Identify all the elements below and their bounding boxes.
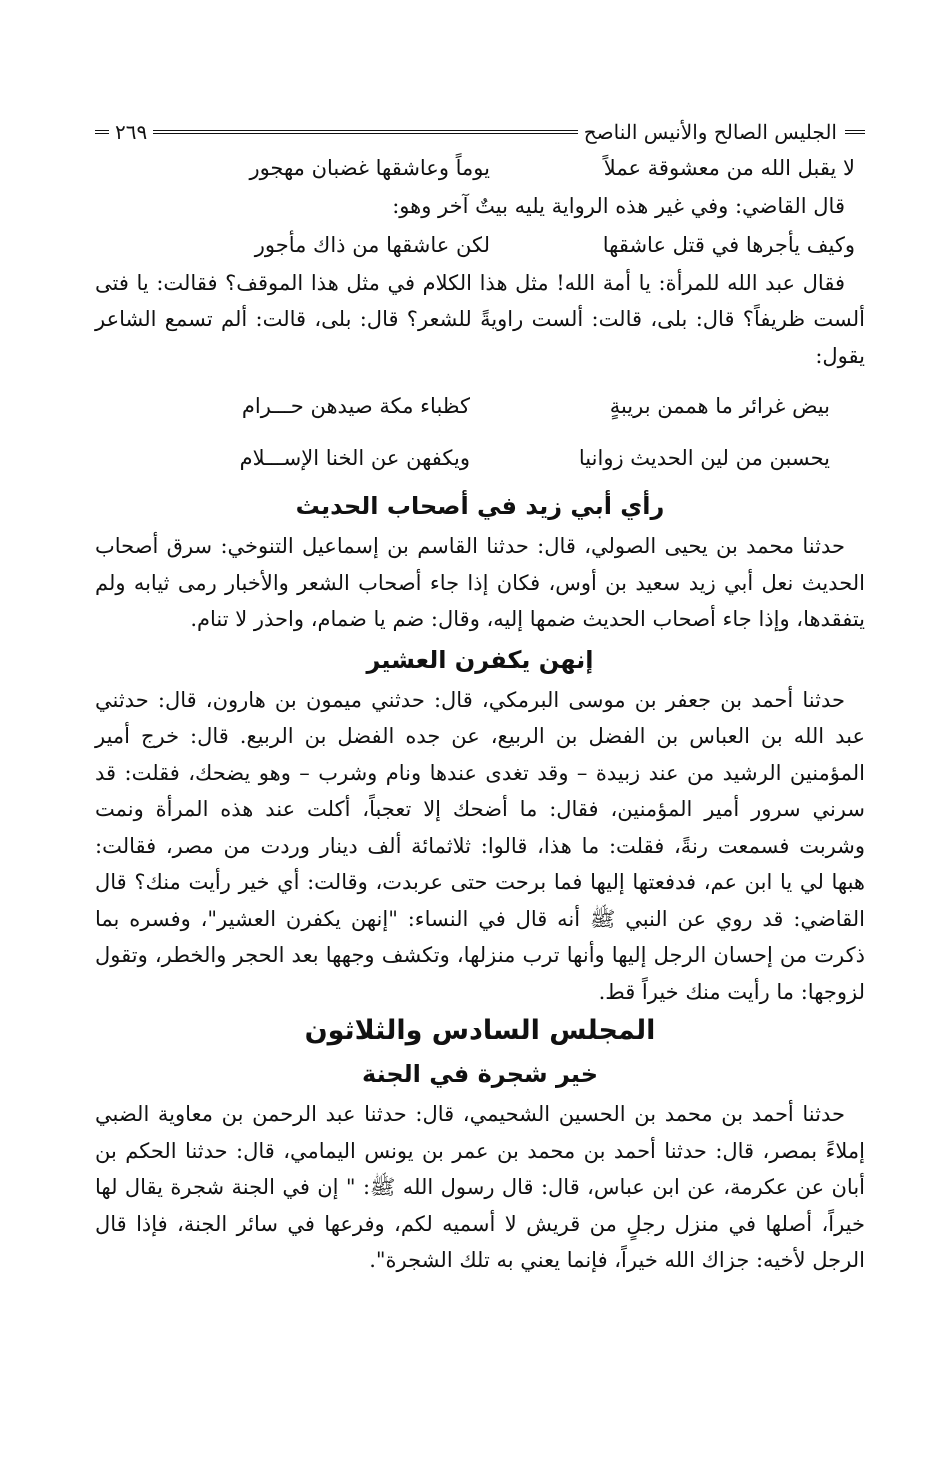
verse-hemistich: ويكفهن عن الخنا الإســـلام: [239, 446, 470, 470]
verse-hemistich: وكيف يأجرها في قتل عاشقها: [602, 232, 855, 257]
book-page: [95, 118, 865, 1279]
verse-hemistich: كظباء مكة صيدهن حـــرام: [241, 394, 470, 418]
paragraph: قال القاضي: وفي غير هذه الرواية يليه بيتٌ آخر وهو:: [392, 194, 845, 218]
section-title: إنهن يكفرن العشير: [366, 645, 594, 674]
verse-line: [95, 148, 865, 188]
verse-hemistich: يحسبن من لين الحديث زوانيا: [578, 446, 830, 470]
book-title: الجليس الصالح والأنيس الناصح: [583, 120, 837, 144]
paragraph: فقال عبد الله للمرأة: يا أمة الله! مثل هذا الكلام في مثل هذا الموقف؟ فقالت: يا فتى ألست ظريفاً؟ قال: بلى، قالت: ألست راويةً للشعر؟ قال: بلى، قالت: ألم تسمع الشاعر يقول:: [95, 270, 865, 368]
header-rule-end: [95, 130, 109, 134]
chapter-title: المجلس السادس والثلاثون: [304, 1015, 656, 1046]
verse-hemistich: لكن عاشقها من ذاك مأجور: [254, 232, 490, 257]
page-number: ٢٦٩: [115, 120, 148, 144]
verse-line: [95, 380, 865, 432]
verse-hemistich: بيض غرائر ما هممن بريبةٍ: [609, 394, 830, 418]
verse-hemistich: لا يقبل الله من معشوقة عملاً: [603, 156, 855, 180]
paragraph: حدثنا أحمد بن محمد بن الحسين الشحيمي، قال: حدثنا عبد الرحمن بن معاوية الضبي إملاءً بمصر، قال: حدثنا أحمد بن محمد بن عمر بن يونس اليمامي، قال: حدثنا الحكم بن أبان عن عكرمة، عن ابن عباس، قال: قال رسول الله ﷺ: " إن في الجنة شجرة يقال لها خيراً، أصلها في منزل رجلٍ من قريش لا أسميه لكم، وفرعها في سائر الجنة، فإذا قال الرجل لأخيه: جزاك الله خيراً، فإنما يعني به تلك الشجرة".: [95, 1102, 865, 1272]
section-title: رأي أبي زيد في أصحاب الحديث: [295, 492, 665, 520]
verse-line: [95, 432, 865, 484]
header-rule: [153, 130, 577, 134]
section-title: خير شجرة في الجنة: [362, 1060, 598, 1088]
running-header: [95, 118, 865, 146]
verse-hemistich: يوماً وعاشقها غضبان مهجور: [249, 156, 490, 180]
verse-line: [95, 225, 865, 265]
header-rule-start: [845, 130, 865, 134]
paragraph: حدثنا أحمد بن جعفر بن موسى البرمكي، قال: حدثني ميمون بن هارون، قال: حدثني عبد الله بن العباس بن الفضل بن الربيع، عن جده الفضل بن الربيع. قال: خرج أمير المؤمنين الرشيد من عند زبيدة – وقد تغدى عندها ونام وشرب – وهو يضحك، فقلت: قد سرني سرور أمير المؤمنين، فقال: ما أضحك إلا تعجباً، أكلت عند هذه المرأة ونمت وشربت فسمعت رنةً، فقلت: ما هذا، قالوا: ثلاثمائة ألف دينار وردت من مصر، فقالت: هبها لي يا ابن عم، فدفعتها إليها فما برحت حتى عربدت، وقالت: أي خير رأيت منك؟ قال القاضي: قد روي عن النبي ﷺ أنه قال في النساء: "إنهن يكفرن العشير"، وفسره بما ذكرت من إحسان الرجل إليها وأنها ترب منزلها، وتكشف وجهها بعد الحجر والخطر، وتقول لزوجها: ما رأيت منك خيراً قط.: [95, 687, 865, 1004]
paragraph: حدثنا محمد بن يحيى الصولي، قال: حدثنا القاسم بن إسماعيل التنوخي: سرق أصحاب الحديث نعل أبي زيد سعيد بن أوس، فكان إذا جاء أصحاب الشعر والأخبار رمى ثيابه ولم يتفقدها، وإذا جاء أصحاب الحديث ضمها إليه، وقال: ضم يا ضمام، واحذر لا تنام.: [95, 534, 865, 631]
